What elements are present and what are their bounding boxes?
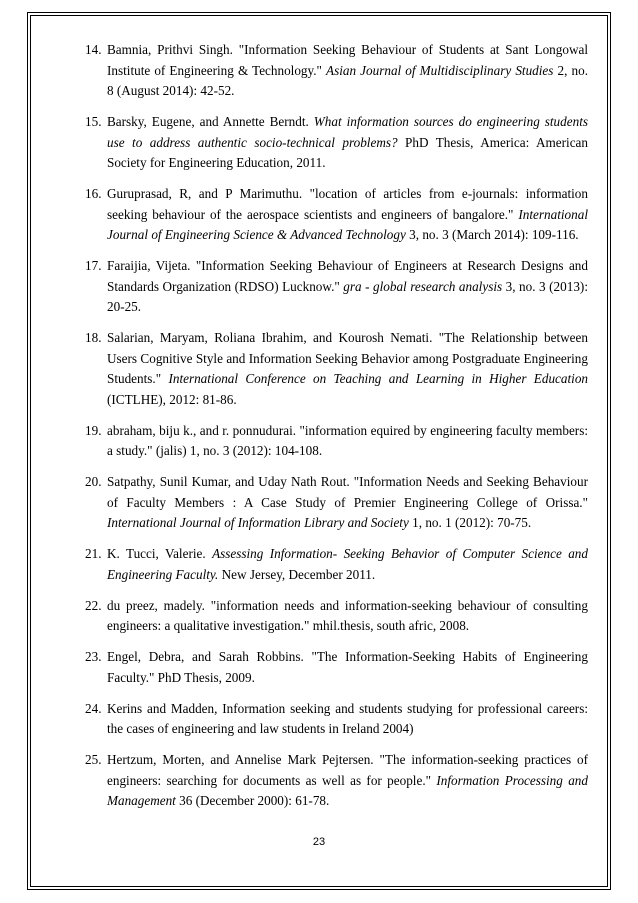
reference-text xyxy=(107,186,588,242)
reference-source-title: What information sources do engineering students use to address authentic socio-technical problems? xyxy=(107,114,588,150)
reference-source-title: International Journal of Engineering Science & Advanced Technology xyxy=(107,206,588,242)
reference-text-segment: Satpathy, Sunil Kumar, and Uday Nath Rout. "Information Needs and Seeking Behaviour of Faculty Members : A Case Study of Premier Engineering College of Orissa." xyxy=(107,474,588,510)
reference-text-segment: Salarian, Maryam, Roliana Ibrahim, and Kourosh Nemati. "The Relationship between Users Cognitive Style and Information Seeking Behavior among Postgraduate Engineering Students." xyxy=(107,330,588,386)
reference-text-segment: Barsky, Eugene, and Annette Berndt. xyxy=(107,114,314,129)
reference-item xyxy=(85,184,588,246)
reference-text xyxy=(107,701,588,737)
reference-source-title: Asian Journal of Multidisciplinary Studies xyxy=(326,62,554,78)
reference-item xyxy=(85,750,588,812)
reference-text-segment: abraham, biju k., and r. ponnudurai. "information equired by engineering faculty members: a study." (jalis) 1, no. 3 (2012): 104-108. xyxy=(107,422,588,458)
reference-item xyxy=(85,328,588,410)
reference-number: 23. xyxy=(85,649,102,664)
reference-number: 18. xyxy=(85,330,102,345)
reference-source-title: Assessing Information- Seeking Behavior of Computer Science and Engineering Faculty. xyxy=(107,546,588,582)
reference-text-segment: 3, no. 3 (March 2014): 109-116. xyxy=(405,227,579,242)
reference-item xyxy=(85,421,588,462)
reference-number: 24. xyxy=(85,700,102,716)
reference-source-title: gra - global research analysis xyxy=(343,278,503,294)
reference-item xyxy=(85,596,588,637)
reference-text-segment: du preez, madely. "information needs and information-seeking behaviour of consulting engineers: a qualitative investigation." mhil.thesis, south afric, 2008. xyxy=(107,597,588,633)
reference-text-segment: PhD Thesis, America: American Society for Engineering Education, 2011. xyxy=(107,134,589,170)
reference-text-segment: Kerins and Madden, Information seeking and students studying for professional careers: the cases of engineering and law students in Ireland 2004) xyxy=(107,700,588,736)
reference-text xyxy=(107,423,588,459)
reference-text xyxy=(107,546,588,582)
reference-text-segment: New Jersey, December 2011. xyxy=(218,566,376,582)
reference-text-segment: 2, no. 8 (August 2014): 42-52. xyxy=(107,62,588,98)
reference-source-title: International Conference on Teaching and Learning in Higher Education xyxy=(168,371,589,386)
reference-item xyxy=(85,40,588,102)
reference-text-segment: Bamnia, Prithvi Singh. "Information Seeking Behaviour of Students at Sant Longowal Institute of Engineering & Technology." xyxy=(107,42,588,78)
reference-text-segment: Guruprasad, R, and P Marimuthu. "location of articles from e-journals: information seeking behaviour of the aerospace scientists and engineers of bangalore." xyxy=(107,186,588,222)
reference-text-segment: 36 (December 2000): 61-78. xyxy=(175,793,330,808)
reference-number: 20. xyxy=(85,474,102,489)
reference-text-segment: 1, no. 1 (2012): 70-75. xyxy=(408,515,532,530)
reference-text-segment: K. Tucci, Valerie. xyxy=(107,546,213,561)
reference-text xyxy=(107,474,588,530)
reference-text-segment: 3, no. 3 (2013): 20-25. xyxy=(107,278,588,314)
reference-item xyxy=(85,647,588,688)
reference-number: 22. xyxy=(85,597,102,613)
reference-text xyxy=(107,598,588,634)
reference-text-segment: Hertzum, Morten, and Annelise Mark Pejtersen. "The information-seeking practices of engineers: searching for documents as well as for people." xyxy=(107,752,588,788)
reference-number: 25. xyxy=(85,752,102,767)
reference-text xyxy=(107,114,588,170)
reference-item xyxy=(85,699,588,740)
reference-number: 17. xyxy=(85,258,102,273)
reference-item xyxy=(85,544,588,585)
reference-source-title: International Journal of Information Library and Society xyxy=(107,515,409,530)
reference-text xyxy=(107,752,588,808)
reference-text xyxy=(107,42,588,98)
reference-number: 21. xyxy=(85,546,102,561)
reference-text xyxy=(107,330,588,407)
reference-number: 14. xyxy=(85,42,102,57)
reference-number: 15. xyxy=(85,114,102,129)
reference-item xyxy=(85,256,588,318)
reference-list xyxy=(85,40,588,822)
reference-text-segment: Engel, Debra, and Sarah Robbins. "The Information-Seeking Habits of Engineering Faculty." PhD Thesis, 2009. xyxy=(107,649,588,685)
reference-text xyxy=(107,258,588,314)
reference-text xyxy=(107,649,588,685)
reference-text-segment: (ICTLHE), 2012: 81-86. xyxy=(107,391,237,407)
reference-item xyxy=(85,112,588,174)
reference-source-title: Information Processing and Management xyxy=(107,772,588,808)
page-number: 23 xyxy=(312,836,326,848)
reference-item xyxy=(85,472,588,534)
reference-text-segment: Faraijia, Vijeta. "Information Seeking Behaviour of Engineers at Research Designs and Standards Organization (RDSO) Lucknow." xyxy=(107,258,588,294)
reference-number: 16. xyxy=(85,186,102,201)
reference-number: 19. xyxy=(85,422,102,438)
